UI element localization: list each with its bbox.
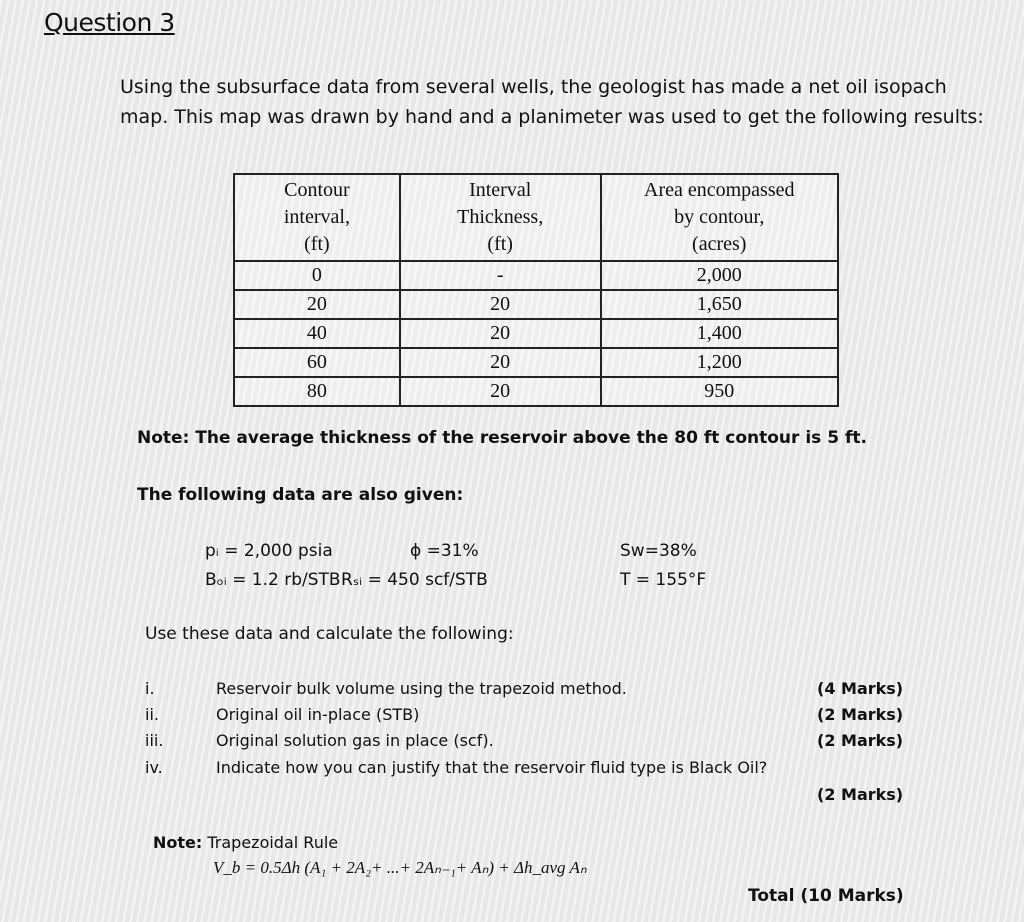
task-marks: (2 Marks) [817,731,904,750]
note-rule-text: Trapezoidal Rule [202,833,339,852]
header-interval-thickness: Interval Thickness, (ft) [400,174,601,261]
cell-thickness: - [400,261,601,290]
cell-thickness: 20 [400,290,601,319]
cell-area: 1,400 [601,319,838,348]
table-row [234,377,838,406]
table-row [234,261,838,290]
task-text: Original oil in-place (STB) [216,705,420,724]
task-text: Indicate how you can justify that the reservoir fluid type is Black Oil? [216,758,768,777]
task-text: Reservoir bulk volume using the trapezoid method. [216,679,627,698]
cell-area: 950 [601,377,838,406]
cell-area: 1,200 [601,348,838,377]
param-porosity: ϕ =31% [410,541,479,561]
trapezoidal-formula: V_b = 0.5Δh (A₁ + 2A₂+ ...+ 2Aₙ₋₁+ Aₙ) + Δh_avg Aₙ [213,858,587,877]
header-contour-interval: Contour interval, (ft) [234,174,400,261]
note-trapezoidal-rule [153,833,338,852]
task-text: Original solution gas in place (scf). [216,731,494,750]
task-number: i. [145,679,155,698]
cell-thickness: 20 [400,319,601,348]
total-marks: Total (10 Marks) [748,886,904,906]
tasks-intro: Use these data and calculate the following: [145,624,514,644]
task-number: ii. [145,705,159,724]
header-area-encompassed: Area encompassed by contour, (acres) [601,174,838,261]
question-title: Question 3 [44,8,175,37]
param-oil-fvf: Bₒᵢ = 1.2 rb/STB [205,570,341,590]
cell-contour: 0 [234,261,400,290]
task-marks: (4 Marks) [817,679,904,698]
given-data-heading: The following data are also given: [137,485,464,505]
cell-area: 1,650 [601,290,838,319]
param-initial-pressure: pᵢ = 2,000 psia [205,541,333,561]
task-number: iv. [145,758,163,777]
intro-paragraph: Using the subsurface data from several wells, the geologist has made a net oil isopach map. This map was drawn by hand and a planimeter was used to get the following results: [120,76,984,128]
table-row [234,319,838,348]
param-water-saturation: Sᴡ=38% [620,541,697,561]
param-temperature: T = 155°F [620,570,707,590]
table-row [234,290,838,319]
table-header-row [234,174,838,261]
task-marks: (2 Marks) [817,785,904,804]
cell-thickness: 20 [400,377,601,406]
cell-contour: 60 [234,348,400,377]
table-row [234,348,838,377]
note-label: Note: [153,833,203,852]
cell-contour: 20 [234,290,400,319]
cell-area: 2,000 [601,261,838,290]
param-solution-gor: Rₛᵢ = 450 scf/STB [341,570,488,590]
cell-thickness: 20 [400,348,601,377]
isopach-table [233,173,839,407]
task-marks: (2 Marks) [817,705,904,724]
cell-contour: 80 [234,377,400,406]
cell-contour: 40 [234,319,400,348]
note-average-thickness: Note: The average thickness of the reservoir above the 80 ft contour is 5 ft. [137,428,867,448]
task-number: iii. [145,731,164,750]
